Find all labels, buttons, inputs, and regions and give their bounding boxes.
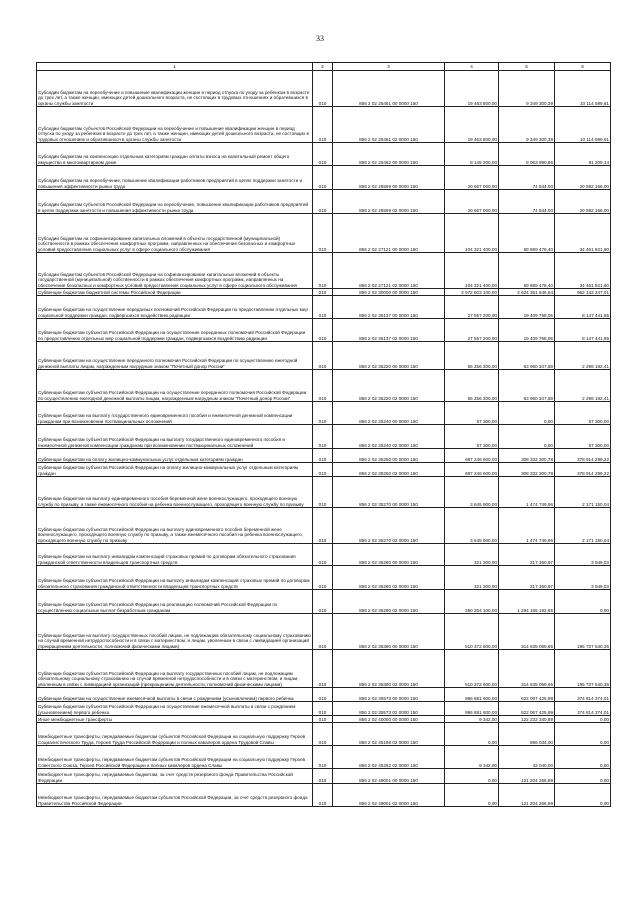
table-row [37, 190, 611, 214]
executed-amount: 986 034,00 [499, 723, 555, 746]
unexecuted-amount: 57 300,00 [555, 402, 611, 425]
executed-amount: 63 960 107,59 [499, 370, 555, 402]
row-description: Субсидии бюджетам на переобучение и повышение квалификации женщин в период отпуска по уходу за ребенком в возрасте до трех лет, а также женщин, имеющих детей дошкольного возраста, не состоящих в трудовых отношениях и обратившихся в органы службы занятости [37, 71, 313, 107]
unexecuted-amount: 8 147 441,95 [555, 296, 611, 319]
table-row [37, 566, 611, 590]
row-code: 010 [313, 319, 333, 342]
row-description: Субсидии бюджетам на переобучение, повышение квалификации работников предприятий в целях поддержки занятости и повышения эффективности рынка труда [37, 166, 313, 190]
row-description: Субвенции бюджетам субъектов Российской Федерации на оплату жилищно-коммунальных услуг отдельным категориям граждан [37, 463, 313, 477]
table-row [37, 650, 611, 688]
table-row [37, 402, 611, 425]
approved-amount: 9 342,00 [445, 746, 499, 769]
row-description: Субвенции бюджетам на осуществление ежемесячной выплаты в связи с рождением (усыновлением) первого ребенка [37, 688, 313, 702]
executed-amount: 69 869 478,40 [499, 253, 555, 289]
column-header: 4 [445, 63, 499, 71]
table-row [37, 289, 611, 296]
unexecuted-amount: 0,00 [555, 746, 611, 769]
row-code: 010 [313, 190, 333, 214]
row-code: 010 [313, 214, 333, 253]
approved-amount: 321 300,00 [445, 544, 499, 566]
budget-classification-code: 856 2 02 27121 02 0000 150 [333, 253, 445, 289]
approved-amount: 0,00 [445, 723, 499, 746]
table-row [37, 319, 611, 342]
row-description: Межбюджетные трансферты, передаваемые бюджетам субъектов Российской Федерации на социальную поддержку Героев Социалистического Труда, Героев Труда Российской Федерации и полных кавалеров ордена Трудовой Славы [37, 723, 313, 746]
table-row [37, 746, 611, 769]
approved-amount: 3 645 900,00 [445, 508, 499, 544]
report-table [36, 62, 611, 807]
row-description: Субвенции бюджетам субъектов Российской Федерации на выплату государственного единовременного пособия и ежемесячной денежной компенсации гражданам при возникновении поствакцинальных осложнений [37, 425, 313, 449]
table-row [37, 784, 611, 807]
table-row [37, 688, 611, 702]
row-code: 010 [313, 71, 333, 107]
executed-amount: 42 040,00 [499, 746, 555, 769]
row-description: Субвенции бюджетам на осуществление переданного полномочия Российской Федерации по осуществлению ежегодной денежной выплаты лицам, награжденным нагрудным знаком "Почетный донор России" [37, 342, 313, 370]
row-code: 010 [313, 342, 333, 370]
row-code: 010 [313, 716, 333, 723]
unexecuted-amount: 378 914 299,22 [555, 463, 611, 477]
executed-amount: 1 294 165 192,65 [499, 590, 555, 614]
row-description: Субвенции бюджетам на осуществление переданных полномочий Российской Федерации по предоставлению отдельных мер социальной поддержки граждан, подвергшихся воздействию радиации [37, 296, 313, 319]
approved-amount: 510 372 600,00 [445, 650, 499, 688]
row-description: Субвенции бюджетам на выплату государственного единовременного пособия и ежемесячной денежной компенсации гражданам при возникновении поствакцинальных осложнений [37, 402, 313, 425]
unexecuted-amount: 81 209,14 [555, 143, 611, 166]
table-row [37, 723, 611, 746]
budget-classification-code: 856 2 02 35220 00 0000 150 [333, 342, 445, 370]
row-code: 010 [313, 143, 333, 166]
row-code: 010 [313, 650, 333, 688]
unexecuted-amount: 10 114 599,61 [555, 107, 611, 143]
unexecuted-amount: 10 114 599,61 [555, 71, 611, 107]
column-header: 2 [313, 63, 333, 71]
row-code: 010 [313, 166, 333, 190]
unexecuted-amount: 2 171 150,04 [555, 508, 611, 544]
row-description: Субвенции бюджетам на выплату государственных пособий лицам, не подлежащим обязательному социальному страхованию на случай временной нетрудоспособности и в связи с материнством, и лицам, уволенным в связи с ликвидацией организаций (прекращением деятельности, полномочий физическими лицами) [37, 614, 313, 650]
approved-amount: 20 667 000,00 [445, 166, 499, 190]
table-row [37, 463, 611, 477]
table-row [37, 590, 611, 614]
column-number-row [37, 63, 611, 71]
executed-amount: 8 063 990,86 [499, 143, 555, 166]
budget-classification-code: 856 2 02 35240 02 0000 150 [333, 425, 445, 449]
row-code: 010 [313, 402, 333, 425]
unexecuted-amount: 962 142 247,01 [555, 289, 611, 296]
executed-amount: 9 349 300,39 [499, 107, 555, 143]
budget-classification-code: 856 2 02 35137 00 0000 150 [333, 296, 445, 319]
executed-amount: 9 349 300,39 [499, 71, 555, 107]
row-description: Субвенции бюджетам на выплату инвалидам компенсаций страховых премий по договорам обязательного страхования гражданской ответственности владельцев транспортных средств [37, 544, 313, 566]
approved-amount: 57 300,00 [445, 425, 499, 449]
executed-amount: 121 204 266,89 [499, 784, 555, 807]
row-code: 010 [313, 614, 333, 650]
unexecuted-amount: 195 737 540,35 [555, 650, 611, 688]
row-description: Субвенции бюджетам субъектов Российской Федерации на выплату государственных пособий лицам, не подлежащим обязательному социальному страхованию на случай временной нетрудоспособности и в связи с материнством, и лицам, уволенным в связи с ликвидацией организаций (прекращением деятельности, полномочий физическими лицами) [37, 650, 313, 688]
budget-classification-code: 856 2 02 30000 00 0000 150 [333, 289, 445, 296]
executed-amount: 74 844,00 [499, 190, 555, 214]
row-description: Субвенции бюджетам на оплату жилищно-коммунальных услуг отдельным категориям граждан [37, 449, 313, 463]
executed-amount: 622 067 425,99 [499, 702, 555, 716]
executed-amount: 74 844,00 [499, 166, 555, 190]
unexecuted-amount: 3 949,03 [555, 544, 611, 566]
executed-amount: 317 350,97 [499, 544, 555, 566]
approved-amount: 9 342,00 [445, 716, 499, 723]
budget-classification-code: 856 2 02 25461 02 0000 150 [333, 107, 445, 143]
unexecuted-amount: 0,00 [555, 716, 611, 723]
row-code: 010 [313, 449, 333, 463]
row-code: 010 [313, 784, 333, 807]
budget-classification-code: 856 2 02 35280 00 0000 150 [333, 544, 445, 566]
unexecuted-amount: 34 451 921,60 [555, 214, 611, 253]
row-description: Межбюджетные трансферты, передаваемые бюджетам субъектов Российской Федерации на социальную поддержку Героев Советского Союза, Героев Российской Федерации и полных кавалеров ордена Славы [37, 746, 313, 769]
table-row [37, 214, 611, 253]
row-code: 010 [313, 107, 333, 143]
unexecuted-amount: 378 914 299,22 [555, 449, 611, 463]
budget-classification-code: 856 2 02 25461 00 0000 150 [333, 71, 445, 107]
column-header: 1 [37, 63, 313, 71]
column-header: 3 [333, 63, 445, 71]
row-description: Субсидии бюджетам субъектов Российской Федерации на переобучение, повышение квалификации работников предприятий в целях поддержки занятости и повышения эффективности рынка труда [37, 190, 313, 214]
unexecuted-amount: 374 814 374,01 [555, 702, 611, 716]
row-code: 010 [313, 477, 333, 508]
executed-amount: 19 409 758,05 [499, 296, 555, 319]
table-row [37, 508, 611, 544]
table-row [37, 702, 611, 716]
table-row [37, 253, 611, 289]
budget-classification-code: 856 2 02 35280 02 0000 150 [333, 566, 445, 590]
approved-amount: 104 321 400,00 [445, 214, 499, 253]
budget-classification-code: 856 2 02 35250 02 0000 150 [333, 463, 445, 477]
row-code: 010 [313, 688, 333, 702]
unexecuted-amount: 0,00 [555, 784, 611, 807]
executed-amount: 314 635 059,65 [499, 614, 555, 650]
approved-amount: 280 264 100,00 [445, 590, 499, 614]
approved-amount: 996 881 600,00 [445, 702, 499, 716]
row-description: Субвенции бюджетам субъектов Российской Федерации на выплату единовременного пособия беременной жене военнослужащего, проходящего военную службу по призыву, а также ежемесячного пособия на ребенка военнослужащего, проходящего военную службу по призыву [37, 508, 313, 544]
unexecuted-amount: 2 171 150,04 [555, 477, 611, 508]
row-description: Субвенции бюджетам субъектов Российской Федерации на реализацию полномочий Российской Федерации по осуществлению социальных выплат безработным гражданам [37, 590, 313, 614]
row-code: 010 [313, 769, 333, 784]
approved-amount: 687 246 600,00 [445, 449, 499, 463]
executed-amount: 622 067 425,99 [499, 688, 555, 702]
table-row [37, 477, 611, 508]
row-description: Субсидии бюджетам на софинансирование капитальных вложений в объекты государственной (муниципальной) собственности в рамках обеспечения комфортных программ, направленных на обеспечение безопасных и комфортных условий предоставления социальных услуг в сфере социального обслуживания [37, 214, 313, 253]
executed-amount: 2 624 361 846,64 [499, 289, 555, 296]
unexecuted-amount: 2 296 192,41 [555, 342, 611, 370]
row-code: 010 [313, 463, 333, 477]
executed-amount: 0,00 [499, 425, 555, 449]
approved-amount: 0,00 [445, 769, 499, 784]
row-code: 010 [313, 723, 333, 746]
executed-amount: 122 232 340,89 [499, 716, 555, 723]
unexecuted-amount: 195 737 540,35 [555, 614, 611, 650]
budget-classification-code: 856 2 02 35270 02 0000 150 [333, 508, 445, 544]
executed-amount: 1 474 749,96 [499, 477, 555, 508]
table-row [37, 370, 611, 402]
executed-amount: 308 332 300,78 [499, 463, 555, 477]
table-row [37, 71, 611, 107]
row-code: 010 [313, 289, 333, 296]
approved-amount: 19 463 800,00 [445, 107, 499, 143]
budget-classification-code: 856 2 02 35240 00 0000 150 [333, 402, 445, 425]
table-row [37, 296, 611, 319]
column-header: 5 [499, 63, 555, 71]
budget-classification-code: 856 2 02 25569 02 0000 150 [333, 190, 445, 214]
approved-amount: 27 557 200,00 [445, 319, 499, 342]
budget-classification-code: 856 2 02 45198 02 0000 150 [333, 723, 445, 746]
budget-classification-code: 856 2 02 35573 02 0000 150 [333, 702, 445, 716]
table-row [37, 107, 611, 143]
row-description: Субвенции бюджетам бюджетной системы Российской Федерации [37, 289, 313, 296]
budget-classification-code: 856 2 02 25462 00 0000 150 [333, 143, 445, 166]
approved-amount: 66 256 300,00 [445, 342, 499, 370]
executed-amount: 63 960 107,59 [499, 342, 555, 370]
row-code: 010 [313, 544, 333, 566]
table-row [37, 716, 611, 723]
row-code: 010 [313, 425, 333, 449]
unexecuted-amount: 20 592 156,00 [555, 190, 611, 214]
budget-classification-code: 856 2 02 35573 00 0000 150 [333, 688, 445, 702]
report-body [37, 71, 611, 807]
table-row [37, 166, 611, 190]
table-row [37, 614, 611, 650]
table-row [37, 342, 611, 370]
approved-amount: 321 300,00 [445, 566, 499, 590]
budget-classification-code: 856 2 02 35380 00 0000 150 [333, 614, 445, 650]
table-row [37, 544, 611, 566]
table-row [37, 143, 611, 166]
unexecuted-amount: 0,00 [555, 590, 611, 614]
budget-classification-code: 856 2 02 35270 00 0000 150 [333, 477, 445, 508]
row-code: 010 [313, 370, 333, 402]
executed-amount: 314 635 059,65 [499, 650, 555, 688]
executed-amount: 19 409 758,05 [499, 319, 555, 342]
executed-amount: 1 474 749,96 [499, 508, 555, 544]
approved-amount: 3 645 900,00 [445, 477, 499, 508]
row-description: Субвенции бюджетам субъектов Российской Федерации на осуществление переданных полномочий Российской Федерации по предоставлению отдельных мер социальной поддержки граждан, подвергшихся воздействию радиации [37, 319, 313, 342]
budget-classification-code: 856 2 02 25569 00 0000 150 [333, 166, 445, 190]
row-description: Межбюджетные трансферты, передаваемые бюджетам, за счет средств резервного фонда Правительства Российской Федерации [37, 769, 313, 784]
budget-classification-code: 856 2 02 35220 02 0000 150 [333, 370, 445, 402]
row-description: Субвенции бюджетам субъектов Российской Федерации на выплату инвалидам компенсаций страховых премий по договорам обязательного страхования гражданской ответственности владельцев транспортных средств [37, 566, 313, 590]
budget-classification-code: 856 2 02 40000 00 0000 150 [333, 716, 445, 723]
approved-amount: 20 667 000,00 [445, 190, 499, 214]
row-code: 010 [313, 702, 333, 716]
budget-classification-code: 856 2 02 45252 02 0000 150 [333, 746, 445, 769]
unexecuted-amount: 2 296 192,41 [555, 370, 611, 402]
budget-classification-code: 856 2 02 49001 02 0000 150 [333, 784, 445, 807]
table-row [37, 449, 611, 463]
approved-amount: 66 256 300,00 [445, 370, 499, 402]
unexecuted-amount: 374 814 374,01 [555, 688, 611, 702]
unexecuted-amount: 8 147 441,95 [555, 319, 611, 342]
unexecuted-amount: 57 300,00 [555, 425, 611, 449]
row-code: 010 [313, 590, 333, 614]
row-code: 010 [313, 746, 333, 769]
row-description: Межбюджетные трансферты, передаваемые бюджетам субъектов Российской Федерации, за счет средств резервного фонда Правительства Российской Федерации [37, 784, 313, 807]
budget-classification-code: 856 2 02 27121 00 0000 150 [333, 214, 445, 253]
row-code: 010 [313, 253, 333, 289]
budget-classification-code: 856 2 02 49001 00 0000 150 [333, 769, 445, 784]
budget-classification-code: 856 2 02 35290 02 0000 150 [333, 590, 445, 614]
row-code: 010 [313, 296, 333, 319]
approved-amount: 510 372 600,00 [445, 614, 499, 650]
executed-amount: 308 332 300,78 [499, 449, 555, 463]
approved-amount: 687 246 600,00 [445, 463, 499, 477]
row-description: Субсидии бюджетам субъектов Российской Федерации на переобучение и повышение квалификации женщин в период отпуска по уходу за ребенком в возрасте до трех лет, а также женщин, имеющих детей дошкольного возраста, не состоящих в трудовых отношениях и обратившихся в органы службы занятости [37, 107, 313, 143]
executed-amount: 0,00 [499, 402, 555, 425]
row-description: Субвенции бюджетам на выплату единовременного пособия беременной жене военнослужащего, проходящего военную службу по призыву, а также ежемесячного пособия на ребенка военнослужащего, проходящего военную службу по призыву [37, 477, 313, 508]
unexecuted-amount: 0,00 [555, 769, 611, 784]
approved-amount: 0,00 [445, 784, 499, 807]
row-description: Субвенции бюджетам субъектов Российской Федерации на осуществление переданного полномочия Российской Федерации по осуществлению ежегодной денежной выплаты лицам, награжденным нагрудным знаком "Почетный донор России" [37, 370, 313, 402]
unexecuted-amount: 34 451 921,60 [555, 253, 611, 289]
unexecuted-amount: 3 949,03 [555, 566, 611, 590]
row-code: 010 [313, 508, 333, 544]
approved-amount: 27 557 200,00 [445, 296, 499, 319]
unexecuted-amount: 0,00 [555, 723, 611, 746]
table-row [37, 769, 611, 784]
column-header: 6 [555, 63, 611, 71]
approved-amount: 2 572 603 100,00 [445, 289, 499, 296]
row-description: Субсидии бюджетам субъектов Российской Федерации на софинансирование капитальных вложений в объекты государственной (муниципальной) собственности в рамках обеспечения комфортных программ, направленных на обеспечение безопасных и комфортных условий предоставления социальных услуг в сфере социального обслуживания [37, 253, 313, 289]
executed-amount: 121 204 266,89 [499, 769, 555, 784]
table-row [37, 425, 611, 449]
executed-amount: 317 350,97 [499, 566, 555, 590]
row-code: 010 [313, 566, 333, 590]
approved-amount: 8 145 200,00 [445, 143, 499, 166]
row-description: Иные межбюджетные трансферты [37, 716, 313, 723]
budget-classification-code: 856 2 02 35250 00 0000 150 [333, 449, 445, 463]
unexecuted-amount: 20 592 156,00 [555, 166, 611, 190]
budget-classification-code: 856 2 02 35380 02 0000 150 [333, 650, 445, 688]
approved-amount: 104 321 400,00 [445, 253, 499, 289]
page-number: 33 [316, 34, 324, 43]
executed-amount: 69 869 478,40 [499, 214, 555, 253]
approved-amount: 19 463 800,00 [445, 71, 499, 107]
row-description: Субсидии бюджетам на компенсацию отдельным категориям граждан оплаты взноса на капитальный ремонт общего имущества в многоквартирном доме [37, 143, 313, 166]
budget-classification-code: 856 2 02 35137 02 0000 150 [333, 319, 445, 342]
row-description: Субвенции бюджетам субъектов Российской Федерации на осуществление ежемесячной выплаты в связи с рождением (усыновлением) первого ребенка [37, 702, 313, 716]
approved-amount: 57 300,00 [445, 402, 499, 425]
approved-amount: 996 881 600,00 [445, 688, 499, 702]
